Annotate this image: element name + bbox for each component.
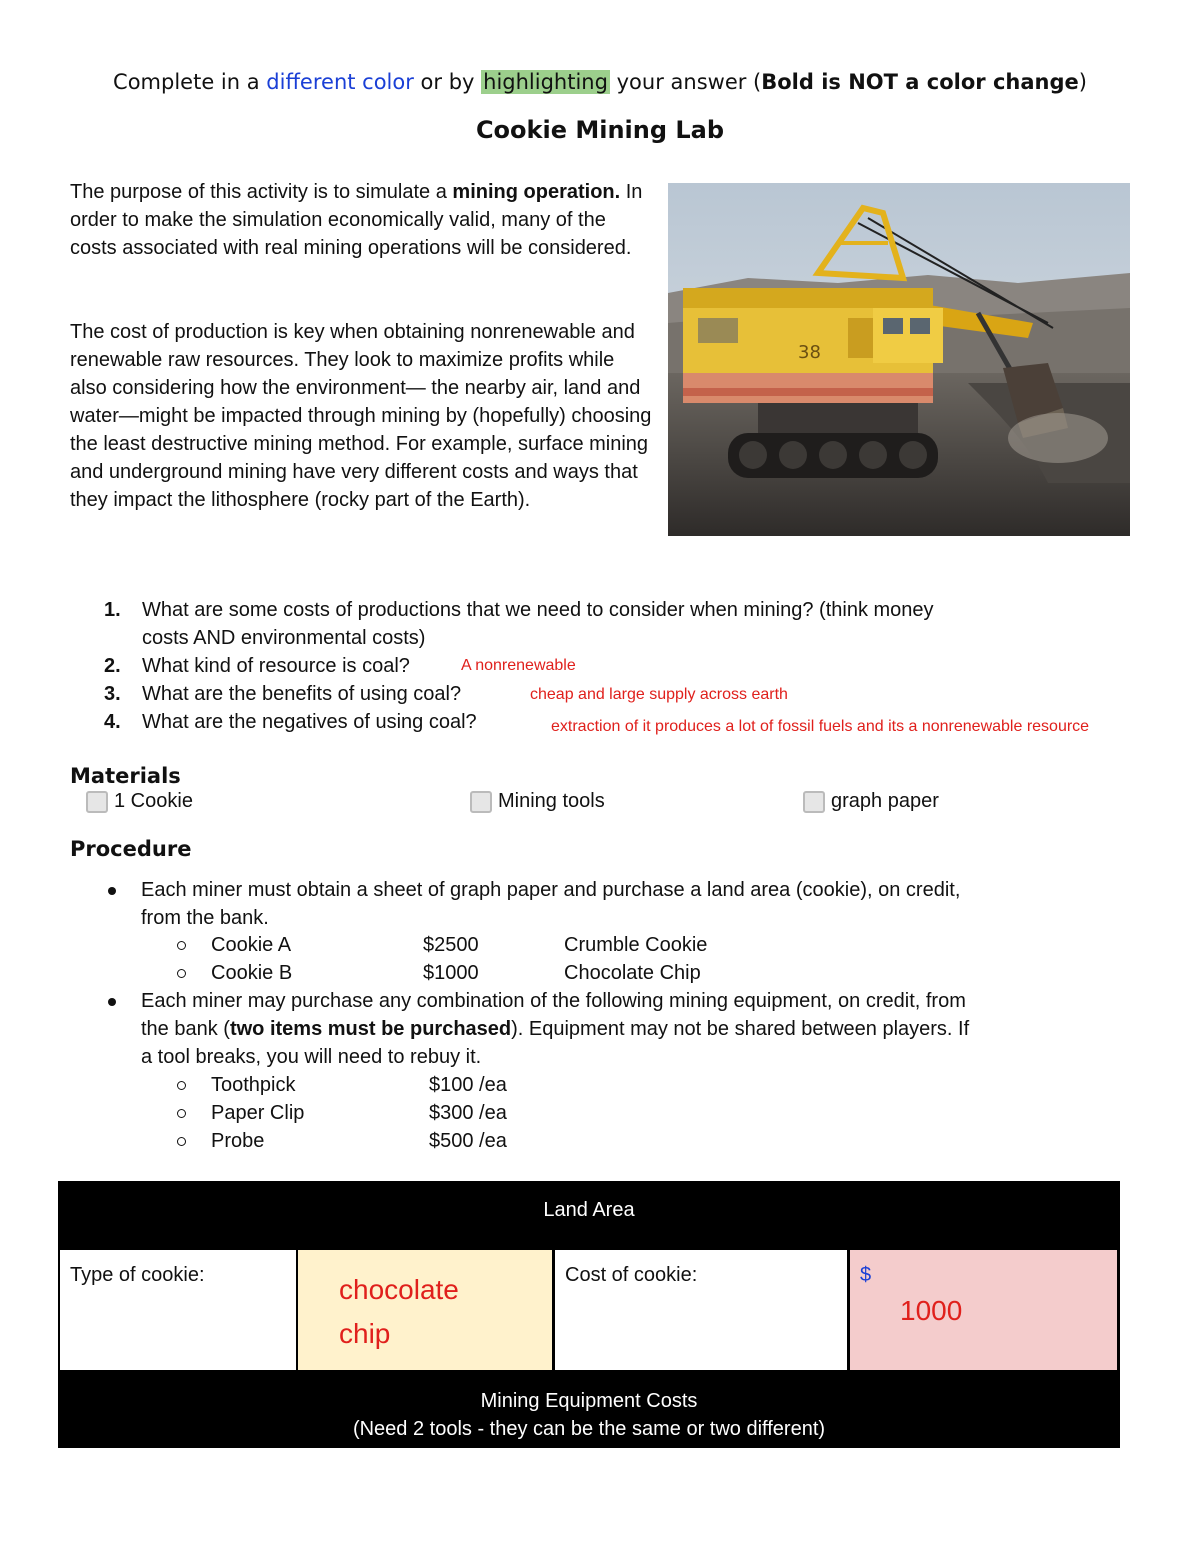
sub-bullet-icon bbox=[177, 1081, 186, 1090]
page-title: Cookie Mining Lab bbox=[475, 116, 725, 144]
dollar-sign: $ bbox=[860, 1264, 872, 1286]
question-text: What are the negatives of using coal? bbox=[142, 711, 477, 733]
mining-excavator-photo bbox=[668, 183, 1130, 536]
type-answer-cell[interactable] bbox=[298, 1250, 552, 1370]
step-text-part: the bank ( bbox=[141, 1018, 230, 1040]
tool-price: $300 /ea bbox=[429, 1102, 507, 1124]
answer-3[interactable]: cheap and large supply across earth bbox=[530, 686, 788, 703]
sub-bullet-icon bbox=[177, 969, 186, 978]
procedure-step-1 bbox=[141, 876, 960, 932]
step-text: from the bank. bbox=[141, 907, 269, 929]
cookie-type: Crumble Cookie bbox=[564, 934, 708, 956]
cost-label-cell: Cost of cookie: bbox=[555, 1250, 847, 1370]
sub-bullet-icon bbox=[177, 941, 186, 950]
cookie-name: Cookie A bbox=[211, 934, 292, 956]
procedure-step-2 bbox=[141, 987, 969, 1071]
land-area-table bbox=[58, 1181, 1120, 1448]
highlighting-text: highlighting bbox=[483, 70, 608, 94]
question-number: 2. bbox=[104, 655, 121, 677]
step-text: a tool breaks, you will need to rebuy it. bbox=[141, 1046, 482, 1068]
step-text-part: ). Equipment may not be shared between players. If bbox=[511, 1018, 970, 1040]
intro-paragraph-1 bbox=[70, 178, 655, 262]
intro-paragraph-2: The cost of production is key when obtaining nonrenewable and renewable raw resources. They look to maximize profits while also considering how the environment— the nearby air, land and water—might be impacted through mining by (hopefully) choosing the least destructive mining method. For example, surface mining and underground mining have very different costs and ways that they impact the lithosphere (rocky part of the Earth). bbox=[70, 321, 652, 511]
bullet-icon bbox=[108, 998, 116, 1006]
sub-bullet-icon bbox=[177, 1137, 186, 1146]
question-text: What kind of resource is coal? bbox=[142, 655, 410, 677]
material-label: Mining tools bbox=[498, 790, 605, 812]
question-text: costs AND environmental costs) bbox=[142, 627, 426, 649]
step-text-bold: two items must be purchased bbox=[229, 1018, 512, 1040]
checkbox-icon[interactable] bbox=[470, 791, 492, 813]
tool-name: Paper Clip bbox=[211, 1102, 305, 1124]
answer-2[interactable]: A nonrenewable bbox=[461, 657, 576, 674]
material-label: graph paper bbox=[831, 790, 939, 812]
instruction-text: ) bbox=[1078, 70, 1087, 94]
material-graph-paper[interactable] bbox=[803, 790, 939, 813]
intro-text: The purpose of this activity is to simulate a bbox=[70, 181, 453, 203]
step-text bbox=[141, 1015, 969, 1043]
material-label: 1 Cookie bbox=[114, 790, 193, 812]
cookie-type: Chocolate Chip bbox=[564, 962, 701, 984]
intro-bold: mining operation. bbox=[452, 181, 621, 203]
checkbox-icon[interactable] bbox=[803, 791, 825, 813]
tool-name: Toothpick bbox=[211, 1074, 296, 1096]
tool-name: Probe bbox=[211, 1130, 265, 1152]
cookie-price: $1000 bbox=[423, 962, 479, 984]
bold-note: Bold is NOT a color change bbox=[761, 70, 1079, 94]
question-number: 4. bbox=[104, 711, 121, 733]
different-color-text: different color bbox=[266, 70, 414, 94]
instruction-text: Complete in a bbox=[113, 70, 267, 94]
question-number: 1. bbox=[104, 599, 121, 621]
sub-bullet-icon bbox=[177, 1109, 186, 1118]
instruction-line bbox=[0, 70, 1200, 94]
procedure-heading: Procedure bbox=[70, 837, 192, 861]
material-cookie[interactable] bbox=[86, 790, 193, 813]
step-text: Each miner must obtain a sheet of graph paper and purchase a land area (cookie), on credit, bbox=[141, 879, 961, 901]
question-number: 3. bbox=[104, 683, 121, 705]
cost-answer: 1000 bbox=[900, 1295, 963, 1326]
checkbox-icon[interactable] bbox=[86, 791, 108, 813]
unit-number: 38 bbox=[798, 342, 821, 363]
step-text: Each miner may purchase any combination of the following mining equipment, on credit, from bbox=[141, 990, 966, 1012]
instruction-text: your answer ( bbox=[609, 70, 762, 94]
question-text: What are the benefits of using coal? bbox=[142, 683, 462, 705]
type-answer: chocolate bbox=[339, 1274, 459, 1305]
equipment-header-note: (Need 2 tools - they can be the same or two different) bbox=[352, 1418, 826, 1440]
land-area-header: Land Area bbox=[543, 1199, 635, 1221]
cost-answer-cell[interactable] bbox=[850, 1250, 1117, 1370]
cookie-price: $2500 bbox=[423, 934, 479, 956]
equipment-header-title: Mining Equipment Costs bbox=[480, 1390, 698, 1412]
tool-price: $500 /ea bbox=[429, 1130, 507, 1152]
tool-price: $100 /ea bbox=[429, 1074, 507, 1096]
materials-heading: Materials bbox=[70, 764, 181, 788]
instruction-text: or by bbox=[413, 70, 482, 94]
intro-text: In order to make the simulation economically valid, many of the costs associated with real mining operations will be considered. bbox=[70, 181, 643, 259]
question-text: What are some costs of productions that we need to consider when mining? (think money bbox=[142, 599, 934, 621]
bullet-icon bbox=[108, 887, 116, 895]
equipment-costs-header bbox=[58, 1373, 1120, 1448]
answer-4[interactable]: extraction of it produces a lot of fossil fuels and its a nonrenewable resource bbox=[551, 718, 1090, 735]
cookie-name: Cookie B bbox=[211, 962, 293, 984]
material-mining-tools[interactable] bbox=[470, 790, 605, 813]
type-answer: chip bbox=[339, 1318, 391, 1349]
type-label-cell: Type of cookie: bbox=[60, 1250, 296, 1370]
